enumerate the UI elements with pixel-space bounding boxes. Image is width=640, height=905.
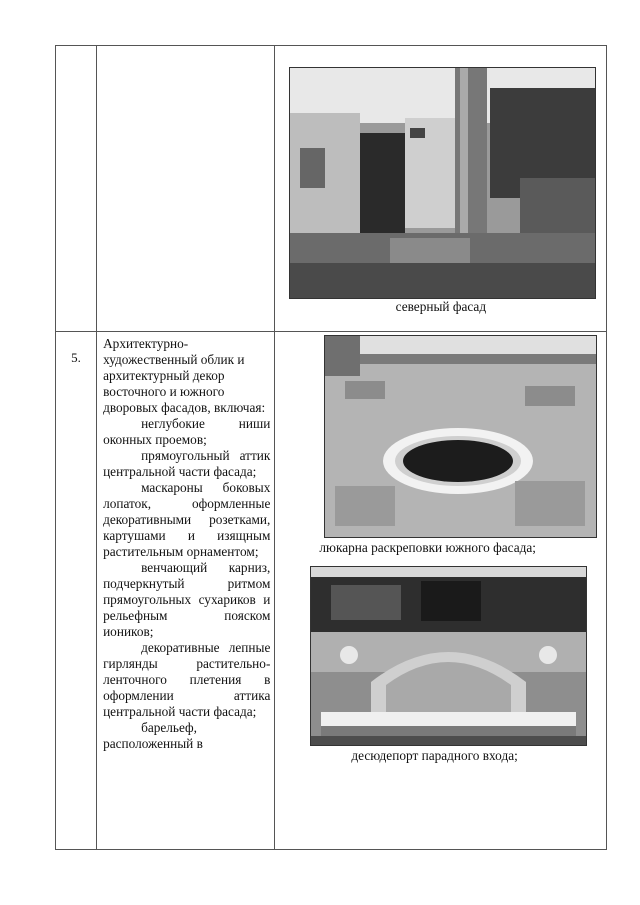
- row-number-cell: [56, 332, 97, 850]
- north-facade-photo: [289, 67, 596, 299]
- dormer-window-photo: [324, 335, 597, 538]
- sopraporta-photo: [310, 566, 587, 746]
- image-cell: [275, 46, 607, 332]
- photo-caption: люкарна раскреповки южного фасада;: [319, 540, 536, 555]
- row-number-cell: [56, 46, 97, 332]
- image-cell: [275, 332, 607, 850]
- table-row: [56, 46, 607, 332]
- description-item: маскароны боковых лопаток, оформленные декоративными розетками, картушами и изящным растительным орнаментом;: [103, 480, 271, 559]
- row-number: [56, 46, 96, 64]
- photo-caption: северный фасад: [395, 299, 487, 314]
- photo-caption: десюдепорт парадного входа;: [351, 748, 518, 763]
- description-cell: [97, 332, 275, 850]
- description-item: неглубокие ниши оконных проемов;: [103, 416, 271, 447]
- description-item: декоративные лепные гирлянды растительно-ленточного плетения в оформлении аттика центральной части фасада;: [103, 640, 271, 719]
- description-item: прямоугольный аттик центральной части фасада;: [103, 448, 271, 479]
- description-item: барельеф, расположенный в: [103, 720, 203, 751]
- monument-description-table: [55, 45, 607, 850]
- description-item: венчающий карниз, подчеркнутый ритмом прямоугольных сухариков и рельефным пояском иоников;: [103, 560, 271, 639]
- table-row: [56, 332, 607, 850]
- description-cell: [97, 46, 275, 332]
- description-lead: Архитектурно-художественный облик и архитектурный декор восточного и южного дворовых фасадов, включая:: [103, 336, 266, 415]
- row-number: 5.: [71, 350, 81, 365]
